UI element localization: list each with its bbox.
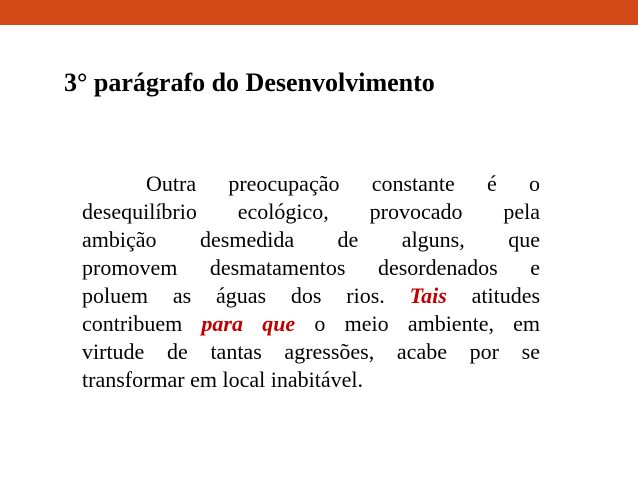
slide-title: 3° parágrafo do Desenvolvimento — [64, 68, 435, 97]
paragraph-line: transformar em local inabitável. — [82, 367, 363, 392]
highlighted-word-tais: Tais — [409, 283, 447, 308]
paragraph-line — [82, 310, 540, 338]
paragraph-text: poluem as águas dos rios. — [82, 283, 385, 308]
accent-bar — [0, 0, 638, 25]
paragraph-line: promovem desmatamentos desordenados e — [82, 255, 540, 280]
paragraph-text: atitudes — [471, 283, 541, 308]
paragraph-line — [82, 282, 540, 310]
paragraph-line: ambição desmedida de alguns, que — [82, 227, 540, 252]
paragraph — [82, 170, 540, 394]
paragraph-text: contribuem — [82, 311, 183, 336]
paragraph-line: virtude de tantas agressões, acabe por se — [82, 339, 540, 364]
paragraph-line: desequilíbrio ecológico, provocado pela — [82, 199, 540, 224]
paragraph-text: o meio ambiente, em — [314, 311, 541, 336]
highlighted-phrase-para-que: para que — [201, 311, 296, 336]
paragraph-line: Outra preocupação constante é o — [146, 171, 540, 196]
